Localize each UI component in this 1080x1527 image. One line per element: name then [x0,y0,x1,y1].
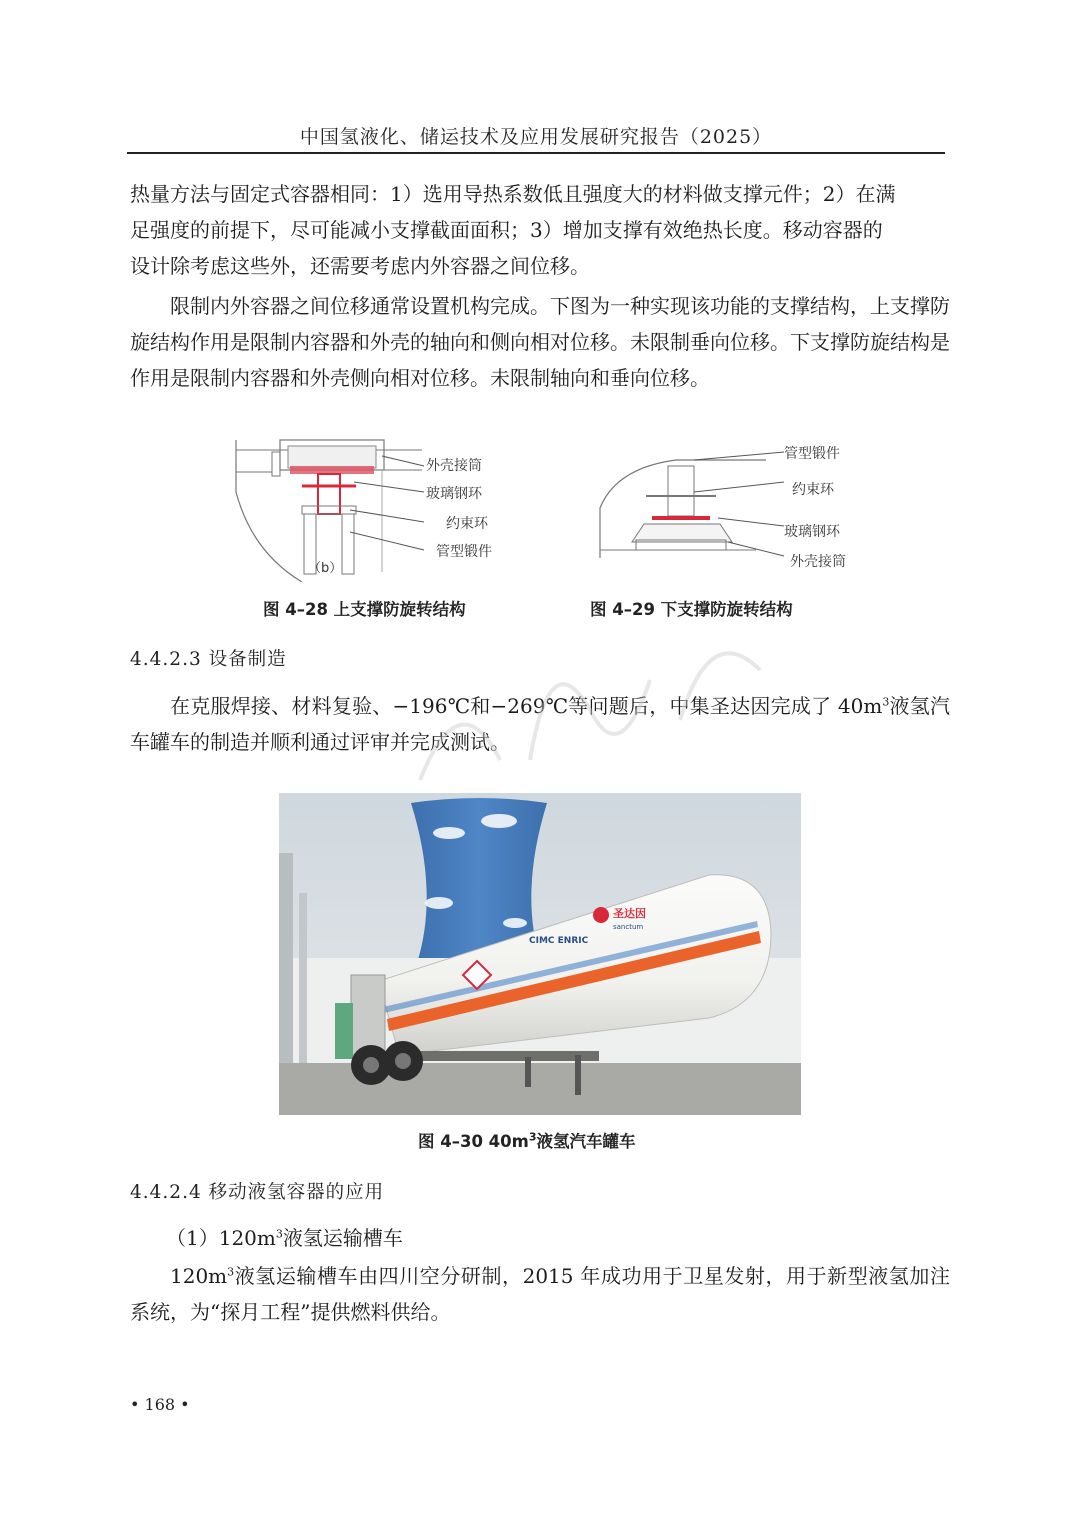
figure-4-28-caption: 图 4–28 上支撑防旋转结构 [263,600,466,619]
section-4423-paragraph [130,688,950,760]
fig429-label: 约束环 [792,482,834,498]
fig429-label: 管型锻件 [784,446,840,462]
paragraph-2: 限制内外容器之间位移通常设置机构完成。下图为一种实现该功能的支撑结构，上支撑防旋结构作用是限制内容器和外壳的轴向和侧向相对位移。未限制垂向位移。下支撑防旋结构是作用是限制内容器和外壳侧向相对位移。未限制轴向和垂向位移。 [130,294,950,390]
figure-4-30-photo [279,793,801,1115]
header-rule [127,152,945,154]
truck-brand-cn-text: 圣达因 [613,907,646,920]
fig428-label: 约束环 [446,516,488,532]
list-item-1 [166,1220,866,1256]
caption-part: 图 4–30 40m [418,1132,529,1151]
paragraph-1-line: 设计除考虑这些外，还需要考虑内外容器之间位移。 [130,254,590,278]
fig428-label: 玻璃钢环 [426,486,482,502]
fig428-label: 管型锻件 [436,544,492,560]
section-4424-paragraph [130,1258,950,1330]
superscript: 3 [275,1227,283,1241]
page-number: • 168 • [130,1395,190,1414]
text-part: 液氢运输槽车 [282,1226,403,1250]
figure-4-30-caption [418,1128,636,1152]
text-part: （1）120m [166,1226,276,1250]
caption-part: 液氢汽车罐车 [536,1132,636,1151]
paragraph-1 [130,176,950,284]
truck-company-text: CIMC ENRIC [529,936,589,946]
paragraph-1-line: 足强度的前提下，尽可能减小支撑截面面积；3）增加支撑有效绝热长度。移动容器的 [130,218,883,242]
truck-brand-en-text: sanctum [613,923,644,931]
text-part: 120m [170,1264,228,1288]
text-part: 液氢运输槽车由四川空分研制，2015 年成功用于卫星发射，用于新型液氢加注系统，为“探月工程”提供燃料供给。 [130,1264,950,1324]
text-part: 液氢汽车罐车的制造并顺利通过评审并完成测试。 [130,694,951,754]
figure-4-28-diagram [232,432,532,582]
superscript: 3 [227,1265,235,1279]
fig429-label: 外壳接筒 [790,554,846,570]
section-heading-4423: 4.4.2.3 设备制造 [130,649,287,670]
section-heading-4424: 4.4.2.4 移动液氢容器的应用 [130,1182,385,1203]
superscript: 3 [528,1130,537,1144]
figure-4-29-caption: 图 4–29 下支撑防旋转结构 [590,600,793,619]
superscript: 3 [882,695,890,709]
running-header: 中国氢液化、储运技术及应用发展研究报告（2025） [299,126,773,148]
text-part: 在克服焊接、材料复验、−196℃和−269℃等问题后，中集圣达因完成了 40m [170,694,883,718]
fig428-sublabel: （b） [308,561,343,576]
fig429-label: 玻璃钢环 [784,524,840,540]
paragraph-1-line: 热量方法与固定式容器相同：1）选用导热系数低且强度大的材料做支撑元件；2）在满 [130,182,896,206]
figure-4-29-diagram [596,438,866,578]
fig428-label: 外壳接筒 [426,458,482,474]
